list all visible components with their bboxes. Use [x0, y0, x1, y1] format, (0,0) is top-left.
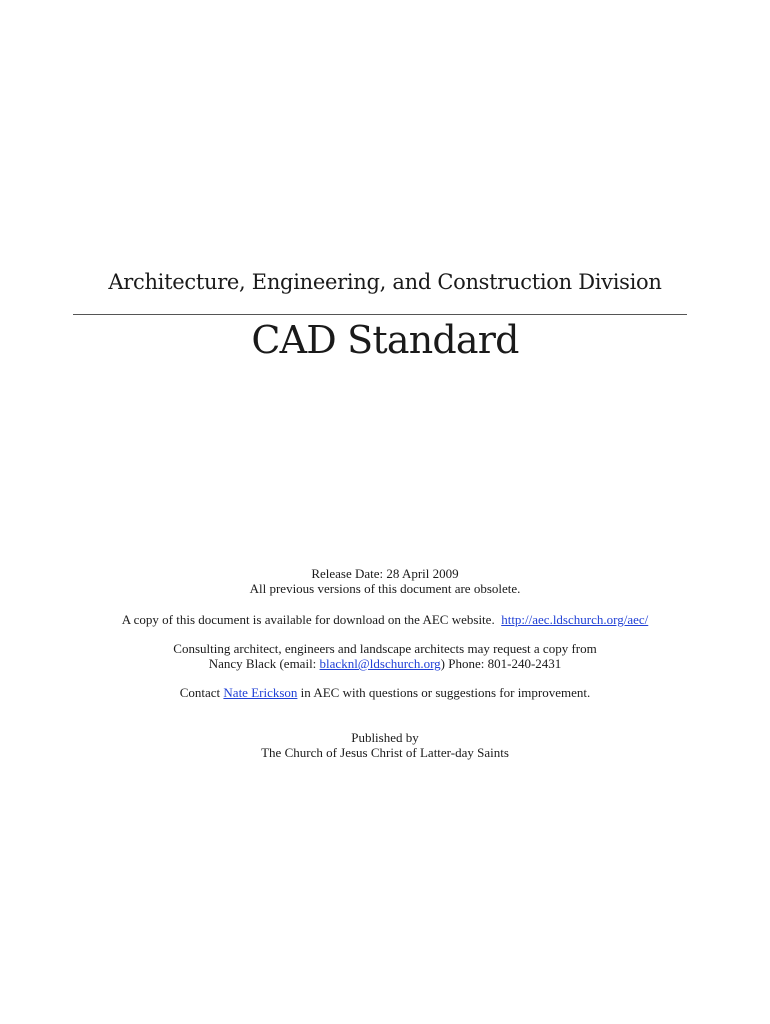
title-divider — [73, 314, 687, 315]
consult-contact-line — [0, 656, 770, 671]
contact-prefix: Contact — [179, 685, 224, 700]
download-text: A copy of this document is available for download on the AEC website. — [121, 612, 495, 627]
consult-name: Nancy Black (email: — [208, 656, 320, 671]
publisher-info — [0, 730, 770, 760]
publisher-name: The Church of Jesus Christ of Latter-day Saints — [261, 745, 509, 760]
document-title: CAD Standard — [251, 318, 519, 362]
download-info — [0, 612, 770, 627]
contact-info — [0, 685, 770, 700]
release-date: Release Date: 28 April 2009 — [311, 566, 459, 581]
published-by-label: Published by — [351, 730, 419, 745]
aec-website-link[interactable]: http://aec.ldschurch.org/aec/ — [501, 612, 649, 627]
release-info — [0, 566, 770, 596]
consult-info — [0, 641, 770, 671]
contact-name-link[interactable]: Nate Erickson — [223, 685, 298, 700]
consult-line: Consulting architect, engineers and landscape architects may request a copy from — [173, 641, 597, 656]
email-link[interactable]: blacknl@ldschurch.org — [319, 656, 441, 671]
consult-phone: ) Phone: 801-240-2431 — [440, 656, 562, 671]
obsolete-notice: All previous versions of this document are obsolete. — [249, 581, 521, 596]
division-heading: Architecture, Engineering, and Construction Division — [108, 270, 662, 294]
contact-suffix: in AEC with questions or suggestions for improvement. — [297, 685, 591, 700]
